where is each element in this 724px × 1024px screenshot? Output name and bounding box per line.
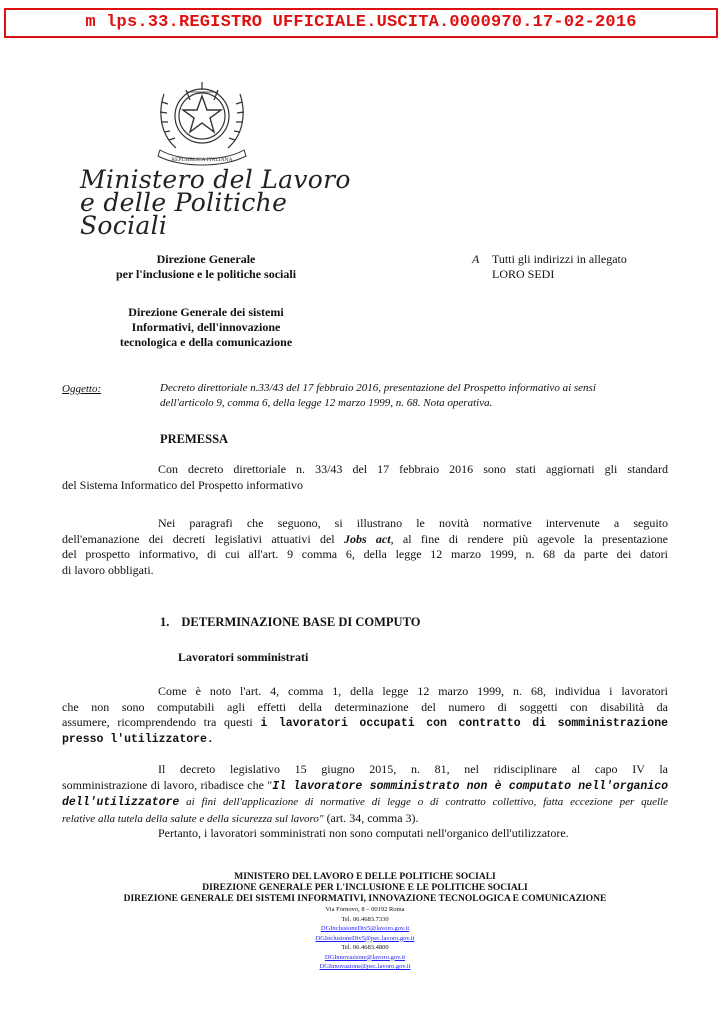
footer-pec-2[interactable]: DGInnovazione@pec.lavoro.gov.it xyxy=(319,963,411,970)
footer-tel-1: Tel. 06.4683.7330 xyxy=(341,915,389,923)
section-1-subheading: Lavoratori somministrati xyxy=(178,650,309,664)
quote-italic-span: ai fini dell'applicazione di normative di legge o di contratto collettivo, fatta eccezione per quelle xyxy=(179,796,668,808)
ministry-line-1: Ministero del Lavoro xyxy=(80,165,351,194)
premessa-p1-line-1: Con decreto direttoriale n. 33/43 del 17 febbraio 2016 sono stati aggiornati gli standard xyxy=(158,462,668,476)
directorate-2-line-1: Direzione Generale dei sistemi xyxy=(128,305,284,319)
quote-italic-span: relative alla tutela della salute e della sicurezza sul lavoro" xyxy=(62,812,324,825)
directorate-sistemi-informativi xyxy=(76,305,336,350)
section-1-paragraph-3 xyxy=(62,826,668,842)
directorate-1-line-2: per l'inclusione e le politiche sociali xyxy=(115,267,297,281)
recipients-line-1: Tutti gli indirizzi in allegato xyxy=(492,252,627,266)
repubblica-italiana-emblem-icon xyxy=(150,76,254,166)
section-1-heading xyxy=(160,615,420,630)
ministry-title xyxy=(80,165,360,240)
emblem-ribbon-text: REPUBBLICA ITALIANA xyxy=(171,157,233,163)
text-span: dell'emanazione dei decreti legislativi attuativi del xyxy=(62,531,344,546)
s1-p1-line-3 xyxy=(62,715,668,732)
subject-label: Oggetto: xyxy=(62,383,102,395)
premessa-heading: PREMESSA xyxy=(160,432,229,446)
section-1-paragraph-2 xyxy=(62,762,668,827)
subject-line-1: Decreto direttoriale n.33/43 del 17 febbraio 2016, presentazione del Prospetto informativo ai sensi xyxy=(160,382,596,394)
section-1-title: DETERMINAZIONE BASE DI COMPUTO xyxy=(181,615,421,629)
subject-line-2: dell'articolo 9, comma 6, della legge 12 marzo 1999, n. 68. Nota operativa. xyxy=(160,397,493,409)
s1-p2-line-4 xyxy=(62,811,668,828)
s1-p2-line-1: Il decreto legislativo 15 giugno 2015, n. 81, nel ridisciplinare al capo IV la xyxy=(158,762,668,776)
recipients-line-2: LORO SEDI xyxy=(492,267,555,281)
text-span: somministrazione di lavoro, ribadisce che " xyxy=(62,777,273,792)
subject-text xyxy=(160,381,668,411)
premessa-p2-line-4: di lavoro obbligati. xyxy=(62,562,154,577)
text-span: assumere, ricomprendendo tra questi xyxy=(62,715,261,729)
footer-tel-2: Tel. 06.4683.4800 xyxy=(341,944,389,951)
section-1-paragraph-1 xyxy=(62,684,668,747)
premessa-p2-line-1: Nei paragrafi che seguono, si illustrano le novità normative intervenute a seguito xyxy=(158,516,668,530)
directorate-inclusione xyxy=(76,252,336,282)
text-span: (art. 34, comma 3). xyxy=(323,810,419,825)
s1-p1-line-2: che non sono computabili agli effetti della determinazione del numero di soggetti con disabilità da xyxy=(62,699,668,714)
premessa-p2-line-2 xyxy=(62,532,668,548)
footer-line-2: DIREZIONE GENERALE PER L'INCLUSIONE E LE POLITICHE SOCIALI xyxy=(202,883,528,893)
letterhead-footer xyxy=(62,872,668,972)
directorate-2-line-2: Informativi, dell'innovazione xyxy=(131,320,281,334)
quote-span: Il lavoratore somministrato non è computato nell'organico xyxy=(272,779,668,793)
premessa-paragraph-1 xyxy=(62,462,668,493)
emphasis-span: i lavoratori occupati con contratto di somministrazione xyxy=(260,717,669,730)
directorate-2-line-3: tecnologica e della comunicazione xyxy=(119,335,293,349)
premessa-paragraph-2 xyxy=(62,516,668,578)
footer-address: Via Fornovo, 8 – 00192 Roma xyxy=(325,906,405,913)
s1-p2-line-2 xyxy=(62,778,668,795)
section-1-number: 1. xyxy=(160,615,170,629)
premessa-p1-line-2: del Sistema Informatico del Prospetto informativo xyxy=(62,477,303,492)
s1-p1-line-4: presso l'utilizzatore. xyxy=(62,732,214,746)
footer-email-1[interactable]: DGInclusioneDiv5@lavoro.gov.it xyxy=(320,925,410,932)
premessa-p2-line-3: del prospetto informativo, di cui all'art. 9 comma 6, della legge 12 marzo 1999, n. 68 da parte dei datori xyxy=(62,547,668,561)
s1-p1-line-1: Come è noto l'art. 4, comma 1, della legge 12 marzo 1999, n. 68, individua i lavoratori xyxy=(158,684,668,698)
protocol-stamp: m lps.33.REGISTRO UFFICIALE.USCITA.0000970.17-02-2016 xyxy=(4,8,718,38)
quote-span: dell'utilizzatore xyxy=(62,796,180,809)
directorate-1-line-1: Direzione Generale xyxy=(156,252,256,266)
footer-line-1: MINISTERO DEL LAVORO E DELLE POLITICHE SOCIALI xyxy=(234,872,496,882)
recipients-prefix: A xyxy=(472,252,480,266)
ministry-line-2: e delle Politiche Sociali xyxy=(80,188,288,240)
recipients-block xyxy=(472,252,627,282)
jobs-act-term: Jobs act xyxy=(343,531,391,546)
s1-p2-line-3 xyxy=(62,794,668,811)
s1-p3-line: Pertanto, i lavoratori somministrati non sono computati nell'organico dell'utilizzatore. xyxy=(158,826,569,840)
footer-line-3: DIREZIONE GENERALE DEI SISTEMI INFORMATIVI, INNOVAZIONE TECNOLOGICA E COMUNICAZIONE xyxy=(123,894,607,904)
footer-email-2[interactable]: DGInnovazione@lavoro.gov.it xyxy=(324,953,406,961)
footer-pec-1[interactable]: DGInclusioneDiv5@pec.lavoro.gov.it xyxy=(315,934,415,942)
text-span: , al fine di rendere più agevole la presentazione xyxy=(390,531,668,546)
